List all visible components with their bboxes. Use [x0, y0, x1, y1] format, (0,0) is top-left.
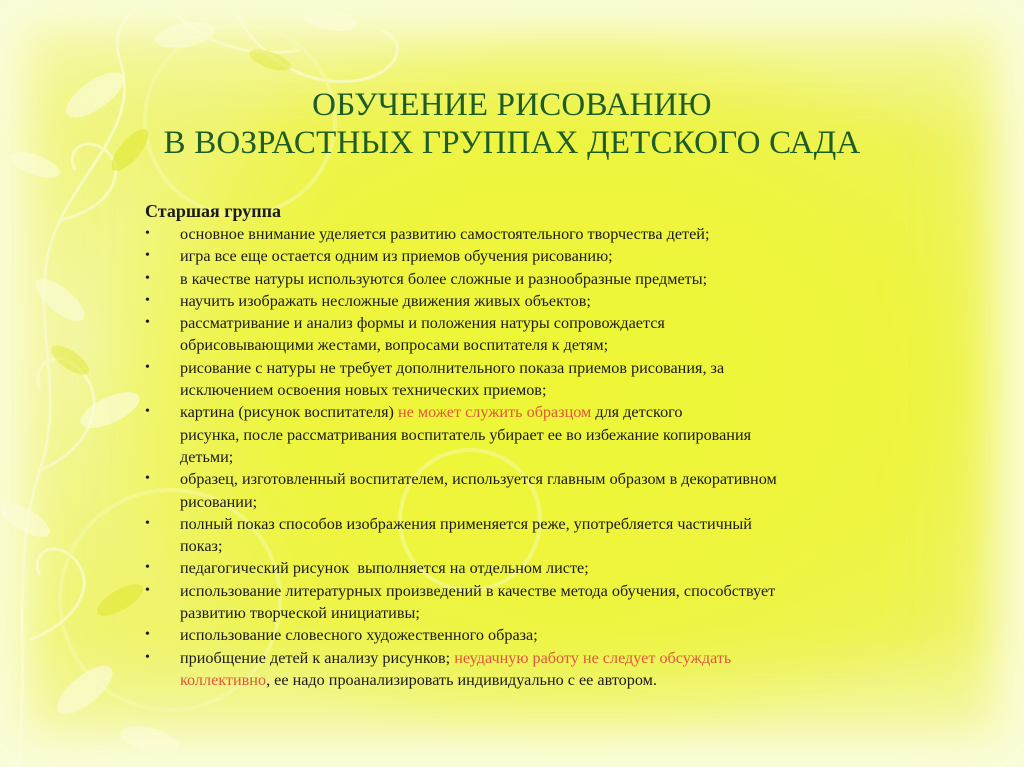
bullet-item [145, 557, 955, 579]
bullet-line: • использование словесного художественного образа; [180, 626, 538, 645]
bullet-line: • основное внимание уделяется развитию самостоятельного творчества детей; [180, 225, 710, 243]
bullet-line [180, 401, 955, 423]
bullet-line [180, 669, 955, 691]
bullet-item [145, 312, 955, 357]
bullet-line: рисовании; [180, 492, 258, 511]
bullet-item [145, 245, 955, 267]
bullet-item [145, 580, 955, 625]
bullet-item [145, 624, 955, 646]
bullet-line [180, 647, 955, 669]
bullet-line: • игра все еще остается одним из приемов обучения рисованию; [180, 247, 613, 266]
bullet-line: обрисовывающими жестами, вопросами воспитателя к детям; [180, 336, 609, 355]
bullet-item [145, 401, 955, 468]
bullet-line: исключением освоения новых технических приемов; [180, 381, 547, 400]
group-heading: Старшая группа [145, 201, 281, 221]
bullet-line: • использование литературных произведений в качестве метода обучения, способствует [180, 581, 776, 600]
highlighted-text: неудачную работу не следует обсуждать [454, 648, 732, 667]
bullet-item [145, 513, 955, 558]
bullet-line: • образец, изготовленный воспитателем, используется главным образом в декоративном [180, 470, 777, 489]
text-span: , ее надо проанализировать индивидуально с ее автором. [266, 670, 657, 689]
text-span: картина (рисунок воспитателя) [180, 403, 398, 422]
bullet-list [145, 223, 955, 691]
slide-title [0, 86, 1024, 162]
bullet-line: • педагогический рисунок выполняется на отдельном листе; [180, 559, 589, 578]
text-span: для детского [591, 403, 683, 422]
bullet-item [145, 223, 955, 245]
highlighted-text: коллективно [180, 670, 267, 689]
title-line-2: В ВОЗРАСТНЫХ ГРУППАХ ДЕТСКОГО САДА [163, 125, 861, 161]
bullet-line: • в качестве натуры используются более сложные и разнообразные предметы; [180, 269, 708, 288]
bullet-line: детьми; [180, 447, 234, 466]
title-line-1: ОБУЧЕНИЕ РИСОВАНИЮ [312, 87, 712, 123]
bullet-line: • рисование с натуры не требует дополнительного показа приемов рисования, за [180, 358, 725, 377]
bullet-item [145, 268, 955, 290]
bullet-item [145, 647, 955, 692]
text-span: приобщение детей к анализу рисунков; [180, 648, 455, 667]
bullet-line: развитию творческой инициативы; [180, 604, 420, 623]
highlighted-text: не может служить образцом [398, 403, 592, 422]
bullet-line: рисунка, после рассматривания воспитатель убирает ее во избежание копирования [180, 425, 752, 444]
content-block [145, 200, 955, 691]
bullet-line: • научить изображать несложные движения живых объектов; [180, 291, 591, 310]
bullet-item [145, 468, 955, 513]
bullet-line: показ; [180, 537, 223, 556]
bullet-line: • рассматривание и анализ формы и положения натуры сопровождается [180, 314, 665, 333]
bullet-item [145, 290, 955, 312]
bullet-line: • полный показ способов изображения применяется реже, употребляется частичный [180, 514, 752, 533]
bullet-item [145, 357, 955, 402]
